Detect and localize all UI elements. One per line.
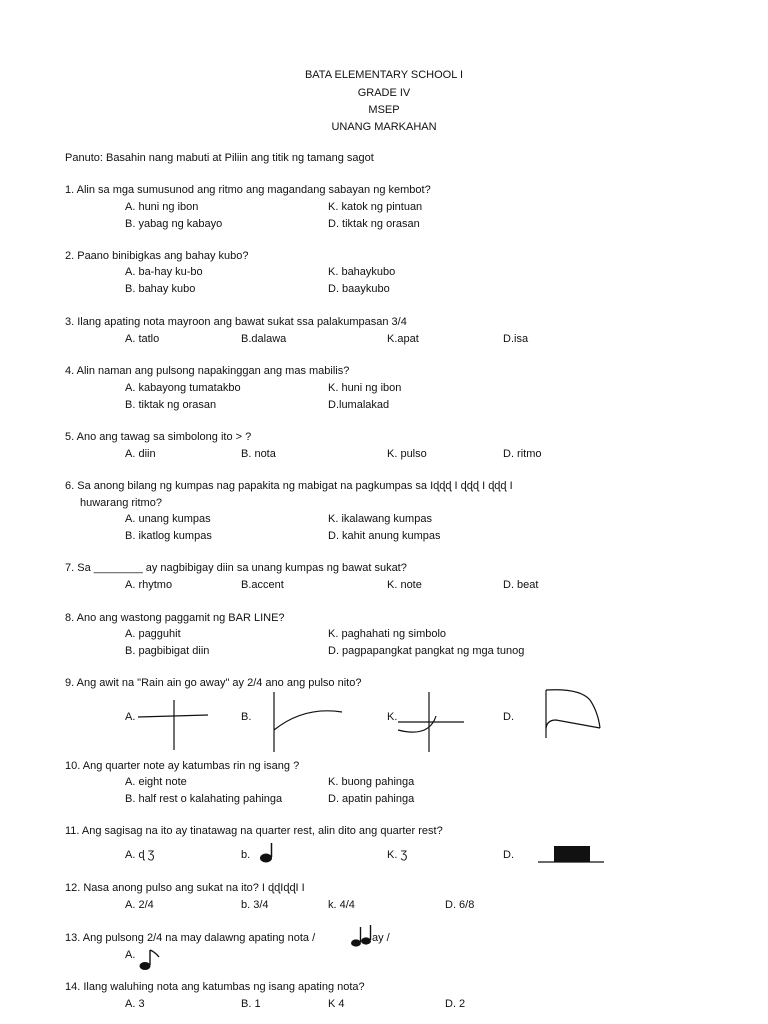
choice-11b: b. <box>241 849 251 861</box>
question-4: 4. Alin naman ang pulsong napakinggan ang mas mabilis? <box>65 365 350 377</box>
choice-1d: D. tiktak ng orasan <box>328 218 420 230</box>
choice-9a: A. <box>125 711 136 723</box>
question-9: 9. Ang awit na "Rain ain go away" ay 2/4 ano ang pulso nito? <box>65 677 362 689</box>
choice-8a: A. pagguhit <box>125 628 181 640</box>
choice-10d: D. apatin pahinga <box>328 793 415 805</box>
choice-4d: D.lumalakad <box>328 399 390 411</box>
choice-14b: B. 1 <box>241 998 261 1010</box>
choice-8k: K. paghahati ng simbolo <box>328 628 447 640</box>
question-5: 5. Ano ang tawag sa simbolong ito > ? <box>65 431 252 443</box>
choice-6d: D. kahit anung kumpas <box>328 530 441 542</box>
choice-6b: B. ikatlog kumpas <box>125 530 212 542</box>
choice-10b: B. half rest o kalahating pahinga <box>125 793 283 805</box>
question-3: 3. Ilang apating nota mayroon ang bawat sukat ssa palakumpasan 3/4 <box>65 316 407 328</box>
question-8: 8. Ano ang wastong paggamit ng BAR LINE? <box>65 612 285 624</box>
question-13-tail: ay / <box>372 932 390 944</box>
choice-7b: B.accent <box>241 579 284 591</box>
choice-4b: B. tiktak ng orasan <box>125 399 217 411</box>
choice-14a: A. 3 <box>125 998 145 1010</box>
choice-3a: A. tatlo <box>125 333 160 345</box>
choice-4a: A. kabayong tumatakbo <box>125 382 241 394</box>
choice-3k: K.apat <box>387 333 419 345</box>
pulse-figure-k <box>396 690 466 754</box>
quarter: UNANG MARKAHAN <box>331 121 437 133</box>
choice-11a: A. ɖ Ʒ <box>125 849 155 861</box>
choice-11d: D. <box>503 849 514 861</box>
choice-2d: D. baaykubo <box>328 283 390 295</box>
question-10: 10. Ang quarter note ay katumbas rin ng isang ? <box>65 760 300 772</box>
choice-3b: B.dalawa <box>241 333 287 345</box>
choice-7a: A. rhytmo <box>125 579 173 591</box>
question-13: 13. Ang pulsong 2/4 na may dalawng apating nota / <box>65 932 316 944</box>
choice-2b: B. bahay kubo <box>125 283 196 295</box>
choice-10k: K. buong pahinga <box>328 776 415 788</box>
choice-9b: B. <box>241 711 252 723</box>
pulse-figure-d <box>540 686 604 742</box>
choice-12b: b. 3/4 <box>241 899 269 911</box>
choice-1b: B. yabag ng kabayo <box>125 218 223 230</box>
choice-7d: D. beat <box>503 579 539 591</box>
choice-11k: K. Ʒ <box>387 849 408 861</box>
choice-14k: K 4 <box>328 998 345 1010</box>
pulse-figure-b <box>268 690 344 754</box>
choice-14d: D. 2 <box>445 998 466 1010</box>
choice-8b: B. pagbibigat diin <box>125 645 210 657</box>
choice-10a: A. eight note <box>125 776 187 788</box>
choice-5b: B. nota <box>241 448 276 460</box>
choice-12d: D. 6/8 <box>445 899 475 911</box>
choice-1a: A. huni ng ibon <box>125 201 199 213</box>
question-1: 1. Alin sa mga sumusunod ang ritmo ang magandang sabayan ng kembot? <box>65 184 431 196</box>
pulse-figure-a <box>138 698 210 752</box>
choice-2k: K. bahaykubo <box>328 266 396 278</box>
choice-5k: K. pulso <box>387 448 427 460</box>
choice-4k: K. huni ng ibon <box>328 382 402 394</box>
question-6-cont: huwarang ritmo? <box>80 497 162 509</box>
whole-rest-icon <box>538 845 606 865</box>
instructions: Panuto: Basahin nang mabuti at Piliin ang titik ng tamang sagot <box>65 152 374 164</box>
question-11: 11. Ang sagisag na ito ay tinatawag na quarter rest, alin dito ang quarter rest? <box>65 825 443 837</box>
choice-5a: A. diin <box>125 448 156 460</box>
choice-7k: K. note <box>387 579 422 591</box>
choice-2a: A. ba-hay ku-bo <box>125 266 203 278</box>
choice-9d: D. <box>503 711 514 723</box>
question-6: 6. Sa anong bilang ng kumpas nag papakita ng mabigat na pagkumpas sa Iɖɖɖ I ɖɖɖ I ɖɖɖ I <box>65 480 513 492</box>
question-2: 2. Paano binibigkas ang bahay kubo? <box>65 250 249 262</box>
choice-12k: k. 4/4 <box>328 899 355 911</box>
eighth-note-icon <box>138 948 162 972</box>
choice-6a: A. unang kumpas <box>125 513 211 525</box>
subject: MSEP <box>368 104 400 116</box>
choice-5d: D. ritmo <box>503 448 542 460</box>
choice-3d: D.isa <box>503 333 529 345</box>
question-7: 7. Sa ________ ay nagbibigay diin sa unang kumpas ng bawat sukat? <box>65 562 407 574</box>
question-14: 14. Ilang waluhing nota ang katumbas ng isang apating nota? <box>65 981 365 993</box>
choice-6k: K. ikalawang kumpas <box>328 513 432 525</box>
school-name: BATA ELEMENTARY SCHOOL I <box>304 69 464 81</box>
question-12: 12. Nasa anong pulso ang sukat na ito? I ɖɖIɖɖI I <box>65 882 305 894</box>
choice-1k: K. katok ng pintuan <box>328 201 423 213</box>
choice-9k: K. <box>387 711 398 723</box>
grade-level: GRADE IV <box>357 87 411 99</box>
choice-8d: D. pagpapangkat pangkat ng mga tunog <box>328 645 525 657</box>
choice-12a: A. 2/4 <box>125 899 154 911</box>
choice-13a: A. <box>125 949 136 961</box>
quarter-note-icon <box>258 842 278 864</box>
